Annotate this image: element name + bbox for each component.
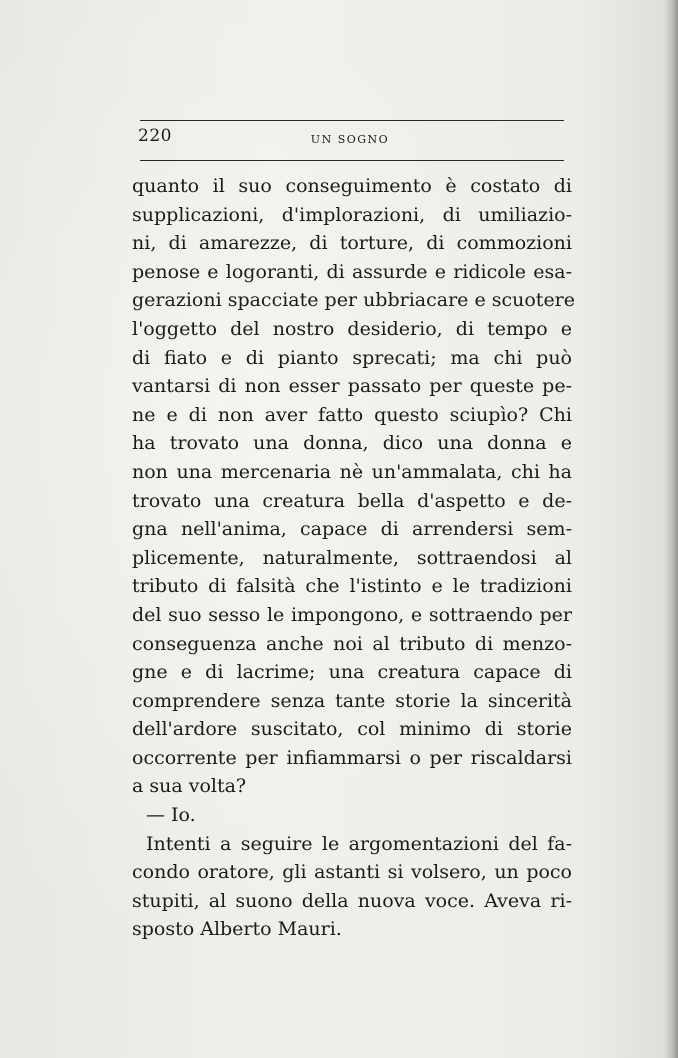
text-line: ne e di non aver fatto questo sciupìo? Chi — [132, 403, 572, 426]
spine-shadow — [664, 0, 678, 1058]
text-line: ni, di amarezze, di torture, di commozioni — [132, 232, 572, 255]
text-line: conseguenza anche noi al tributo di menzo- — [132, 632, 572, 655]
text-line: Intenti a seguire le argomentazioni del fa- — [146, 832, 572, 855]
text-line: di fiato e di pianto sprecati; ma chi può — [132, 346, 572, 369]
text-line: occorrente per infiammarsi o per riscaldarsi — [132, 746, 572, 769]
text-line: comprendere senza tante storie la sincerità — [132, 689, 572, 712]
text-line: gerazioni spacciate per ubbriacare e scuotere — [132, 289, 576, 312]
text-line: penose e logoranti, di assurde e ridicole esa- — [132, 260, 572, 283]
body-text — [132, 172, 576, 944]
text-line: stupiti, al suono della nuova voce. Aveva ri- — [132, 889, 572, 912]
text-line: tributo di falsità che l'istinto e le tradizioni — [132, 575, 572, 598]
text-line: gne e di lacrime; una creatura capace di — [132, 661, 572, 684]
text-line: plicemente, naturalmente, sottraendosi al — [132, 546, 572, 569]
text-line: a sua volta? — [132, 775, 247, 798]
text-line: supplicazioni, d'implorazioni, di umiliazio- — [132, 203, 572, 226]
text-line: ha trovato una donna, dico una donna e — [132, 432, 572, 455]
page-number: 220 — [138, 126, 172, 146]
running-head: UN SOGNO — [310, 133, 390, 146]
text-line: condo oratore, gli astanti si volsero, un poco — [132, 861, 572, 884]
header-rule-top — [140, 120, 564, 121]
dialogue-line: — Io. — [146, 804, 196, 827]
header-rule-bottom — [140, 160, 564, 161]
text-line: trovato una creatura bella d'aspetto e de- — [132, 489, 572, 512]
text-line: non una mercenaria nè un'ammalata, chi ha — [132, 460, 572, 483]
text-line: vantarsi di non esser passato per queste pe- — [132, 375, 572, 398]
text-line: gna nell'anima, capace di arrendersi sem- — [132, 518, 572, 541]
text-line: quanto il suo conseguimento è costato di — [132, 175, 572, 197]
text-line: dell'ardore suscitato, col minimo di storie — [132, 718, 572, 741]
text-line: l'oggetto del nostro desiderio, di tempo e — [132, 317, 572, 340]
text-line: sposto Alberto Mauri. — [132, 918, 342, 941]
text-line: del suo sesso le impongono, e sottraendo per — [132, 603, 572, 626]
